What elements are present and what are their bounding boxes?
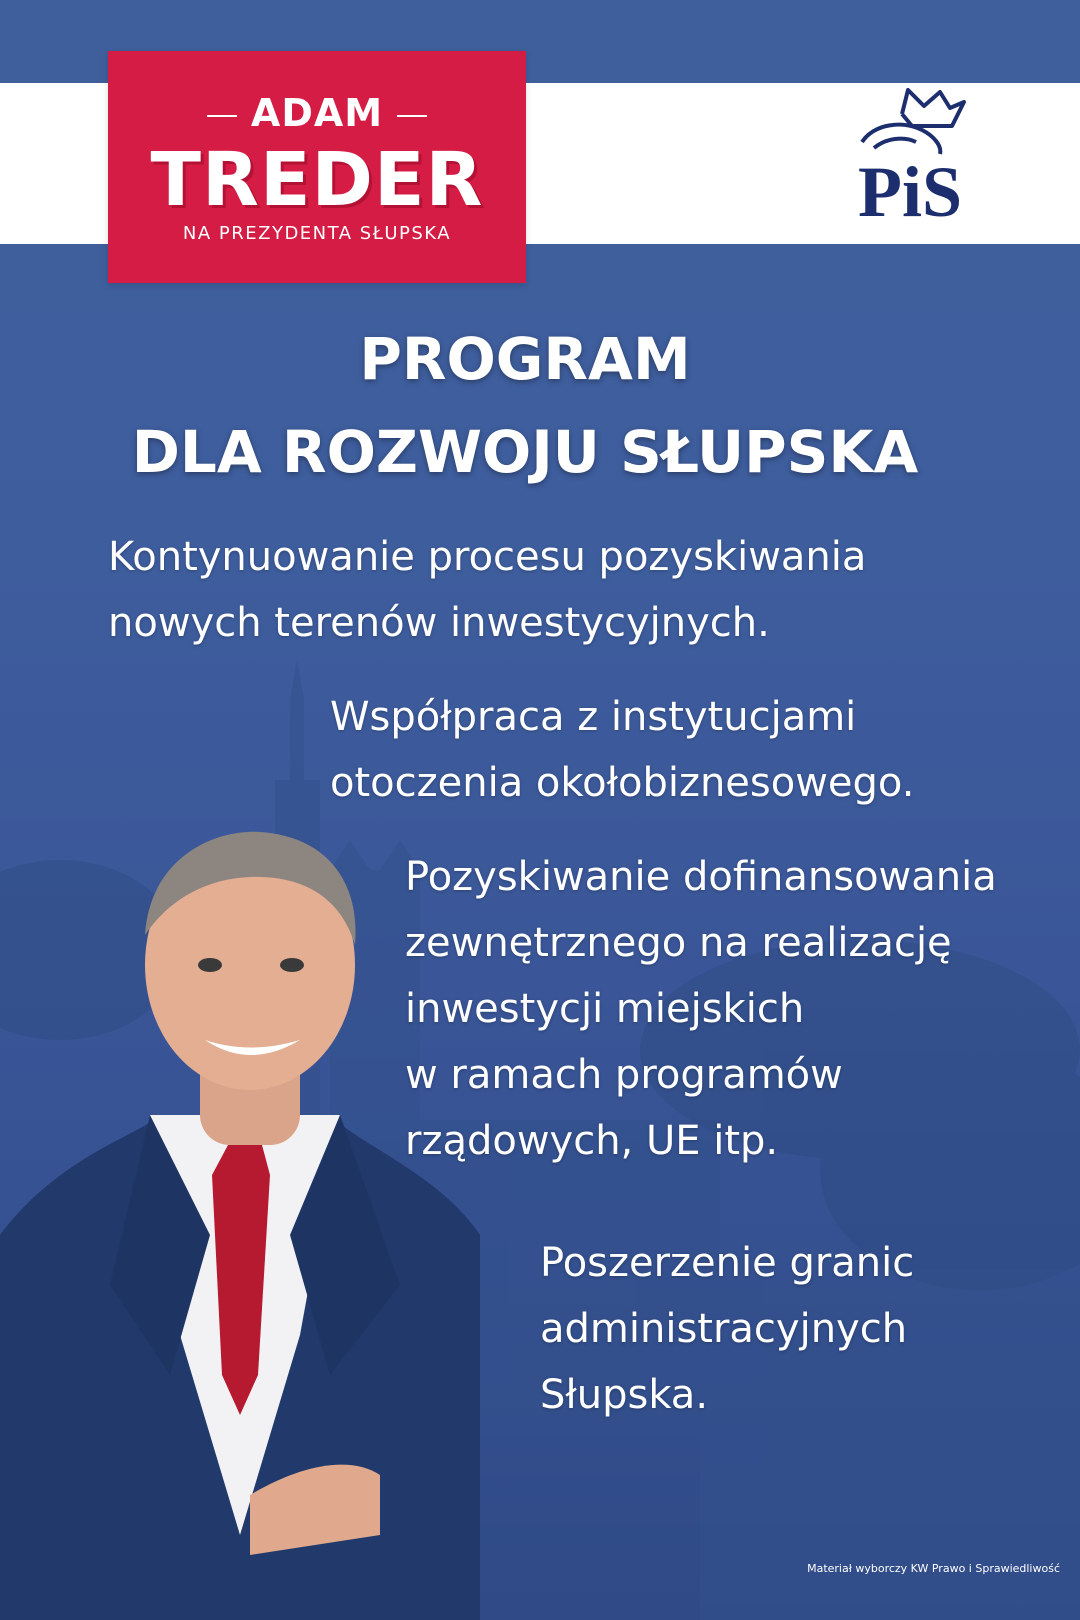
program-point-line: otoczenia okołobiznesowego. bbox=[330, 760, 915, 806]
program-point-4 bbox=[540, 1230, 1060, 1428]
program-point-line: administracyjnych bbox=[540, 1306, 908, 1352]
candidate-portrait-image bbox=[0, 815, 520, 1620]
program-point-line: rządowych, UE itp. bbox=[405, 1118, 779, 1164]
program-point-1 bbox=[108, 524, 1068, 656]
program-point-line: zewnętrznego na realizację bbox=[405, 920, 952, 966]
election-material-note: Materiał wyborczy KW Prawo i Sprawiedliwość bbox=[807, 1562, 1060, 1575]
pis-eagle-crown-icon bbox=[842, 84, 978, 224]
program-point-2 bbox=[330, 684, 1070, 816]
right-dash bbox=[397, 115, 427, 117]
candidate-first-name-row bbox=[108, 91, 526, 135]
program-point-line: w ramach programów bbox=[405, 1052, 843, 1098]
party-logo-text: PiS bbox=[857, 152, 963, 224]
left-dash bbox=[207, 115, 237, 117]
program-title-line1: PROGRAM bbox=[359, 325, 691, 393]
candidate-last-name: TREDER bbox=[150, 137, 484, 223]
candidate-name-box bbox=[108, 51, 526, 283]
program-point-line: Współpraca z instytucjami bbox=[330, 694, 857, 740]
program-point-line: Pozyskiwanie dofinansowania bbox=[405, 854, 997, 900]
program-point-line: Słupska. bbox=[540, 1372, 709, 1418]
candidate-first-name: ADAM bbox=[250, 91, 384, 135]
program-point-line: nowych terenów inwestycyjnych. bbox=[108, 600, 770, 646]
program-title-line2: DLA ROZWOJU SŁUPSKA bbox=[131, 418, 919, 486]
candidate-subtitle: NA PREZYDENTA SŁUPSKA bbox=[182, 223, 452, 244]
program-point-line: inwestycji miejskich bbox=[405, 986, 805, 1032]
program-point-line: Poszerzenie granic bbox=[540, 1240, 915, 1286]
program-point-line: Kontynuowanie procesu pozyskiwania bbox=[108, 534, 867, 580]
